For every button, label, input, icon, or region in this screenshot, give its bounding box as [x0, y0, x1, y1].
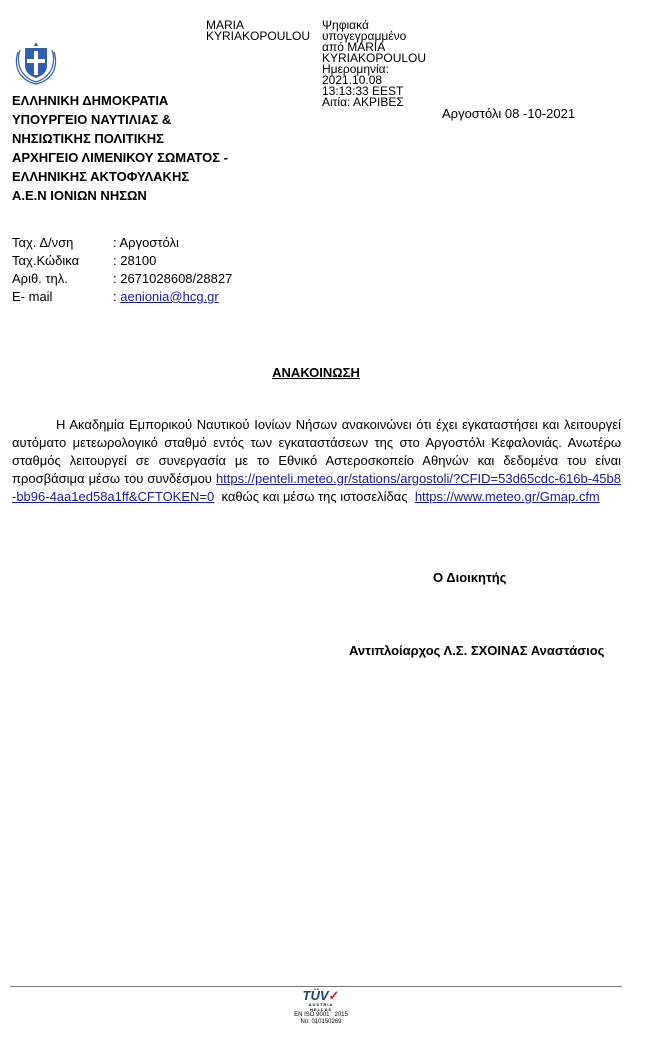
digital-signature-block — [322, 20, 426, 108]
contact-label: Ταχ. Δ/νση — [12, 235, 74, 250]
station-link[interactable]: https://penteli.meteo.gr/stations/argostoli/?CFID=53d65cdc-616b-45b8-bb96-4aa1ed58a1ff&CFTOKEN=0 — [12, 471, 621, 504]
tuv-sub — [286, 1002, 356, 1012]
email-link[interactable]: aenionia@hcg.gr — [120, 289, 219, 304]
issuer-header — [12, 91, 228, 205]
contact-value: : 28100 — [113, 253, 157, 268]
contact-row-address — [12, 234, 232, 252]
iso-line: EN ISO 9001 : 2015 — [294, 1012, 348, 1018]
header-line: Α.Ε.Ν ΙΟΝΙΩΝ ΝΗΣΩΝ — [12, 188, 147, 203]
tuv-sub-line: AUSTRIA — [308, 1002, 334, 1007]
contact-block — [12, 234, 232, 306]
contact-label: Ταχ.Κώδικα — [12, 253, 80, 268]
tuv-sub-line: HELLAS — [310, 1007, 332, 1012]
digital-signature-line: από MARIA — [322, 40, 386, 54]
contact-value: : 2671028608/28827 — [113, 271, 233, 286]
digital-signature-line: Ημερομηνία: — [322, 62, 389, 76]
contact-row-postcode — [12, 252, 232, 270]
contact-row-email — [12, 288, 232, 306]
email-prefix: : — [113, 289, 121, 304]
tuv-logo-text: TÜV — [302, 988, 329, 1003]
announcement-body — [12, 416, 621, 506]
digital-signature-line: KYRIAKOPOULOU — [322, 51, 427, 65]
digital-signature-line: 13:13:33 EEST — [322, 84, 404, 98]
meteo-map-link[interactable]: https://www.meteo.gr/Gmap.cfm — [414, 489, 600, 504]
digital-signature-line: Ψηφιακά — [322, 18, 369, 32]
commander-title: Ο Διοικητής — [433, 570, 507, 585]
digital-signature-line: Αιτία: ΑΚΡΙΒΕΣ — [322, 95, 404, 109]
header-line: ΕΛΛΗΝΙΚΗ ΔΗΜΟΚΡΑΤΙΑ — [12, 93, 169, 108]
signer-name-line2: KYRIAKOPOULOU — [206, 29, 311, 43]
signer-name — [206, 20, 310, 42]
body-text-part2: καθώς και μέσω της ιστοσελίδας — [214, 489, 415, 504]
cert-number: No: 010150269 — [300, 1019, 342, 1025]
tuv-check-icon: ✓ — [328, 988, 340, 1003]
body-text-part1: Η Ακαδημία Εμπορικού Ναυτικού Ιονίων Νήσων ανακοινώνει ότι έχει εγκαταστήσει και λειτουργεί αυτόματο μετεωρολογικό σταθμό εντός των εγκαταστάσεων της στο Αργοστόλι Κεφαλονιάς. Ανωτέρω σταθμός λειτουργεί σε συνεργασία με το Εθνικό Αστεροσκοπείο Αθηνών και δεδομένα του είναι προσβάσιμα μέσω του συνδέσμου — [12, 417, 621, 486]
announcement-title: ΑΝΑΚΟΙΝΩΣΗ — [272, 365, 360, 380]
header-line: ΕΛΛΗΝΙΚΗΣ ΑΚΤΟΦΥΛΑΚΗΣ — [12, 169, 190, 184]
header-line: ΝΗΣΙΩΤΙΚΗΣ ΠΟΛΙΤΙΚΗΣ — [12, 131, 164, 146]
header-line: ΥΠΟΥΡΓΕΙΟ ΝΑΥΤΙΛΙΑΣ & — [12, 112, 172, 127]
certification-logo — [286, 989, 356, 1026]
digital-signature-line: 2021.10.08 — [322, 73, 383, 87]
digital-signature-line: υπογεγραμμένο — [322, 29, 407, 43]
place-date: Αργοστόλι 08 -10-2021 — [442, 106, 576, 121]
greek-emblem-icon — [12, 40, 60, 86]
contact-label: E- mail — [12, 289, 53, 304]
contact-row-phone — [12, 270, 232, 288]
contact-value: : Αργοστόλι — [113, 235, 179, 250]
footer-divider — [10, 986, 622, 987]
contact-label: Αριθ. τηλ. — [12, 271, 68, 286]
signer-name-line1: MARIA — [206, 18, 245, 32]
commander-name: Αντιπλοίαρχος Λ.Σ. ΣΧΟΙΝΑΣ Αναστάσιος — [349, 643, 605, 658]
header-line: ΑΡΧΗΓΕΙΟ ΛΙΜΕΝΙΚΟΥ ΣΩΜΑΤΟΣ - — [12, 150, 228, 165]
